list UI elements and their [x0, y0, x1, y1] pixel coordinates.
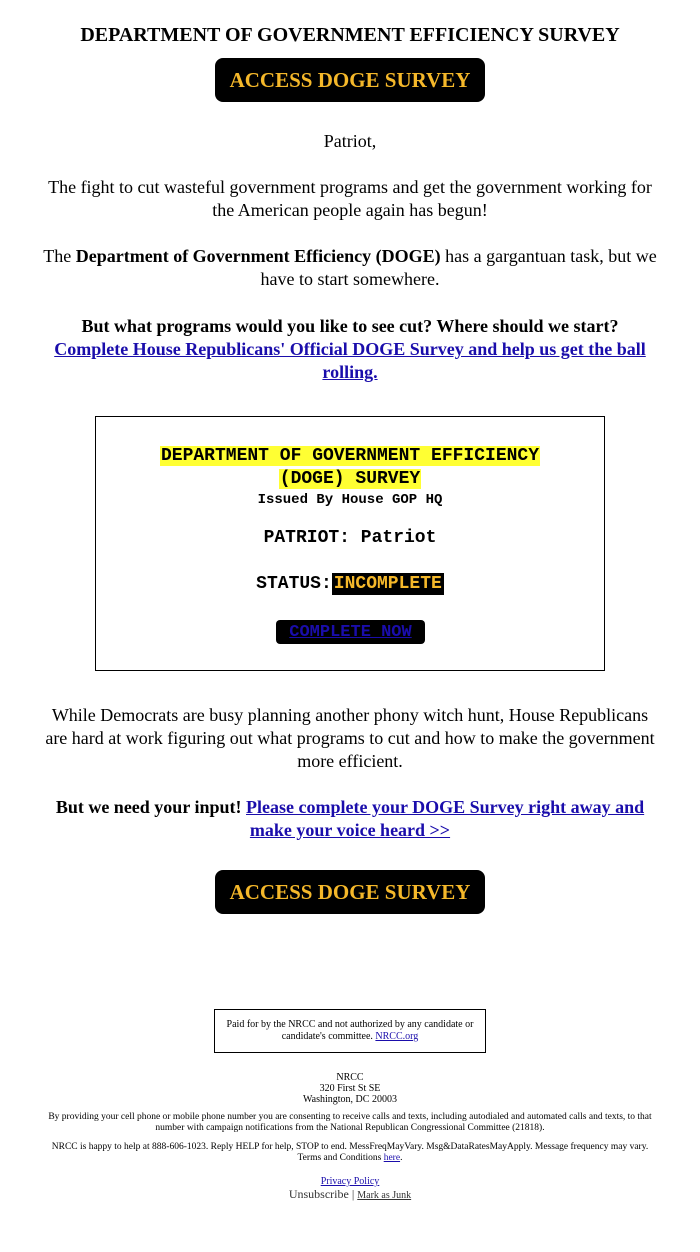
- mark-junk-link[interactable]: Mark as Junk: [357, 1190, 412, 1201]
- intro-paragraph: The fight to cut wasteful government programs and get the government working for the American people again has begun!: [48, 177, 652, 220]
- paid-for-text: Paid for by the NRCC and not authorized by any candidate or candidate's committee.: [226, 1019, 474, 1042]
- question-text: But what programs would you like to see cut? Where should we start?: [81, 316, 619, 336]
- complete-now-button[interactable]: COMPLETE NOW: [276, 620, 425, 644]
- unsubscribe-row: [0, 1187, 700, 1202]
- doge-prefix: The: [43, 246, 76, 266]
- survey-link-1[interactable]: Complete House Republicans' Official DOGE Survey and help us get the ball rolling.: [54, 339, 646, 382]
- privacy-policy-link[interactable]: Privacy Policy: [320, 1176, 380, 1187]
- survey-link-2[interactable]: Please complete your DOGE Survey right away and make your voice heard >>: [246, 797, 645, 840]
- nrcc-link[interactable]: NRCC.org: [375, 1031, 419, 1042]
- unsubscribe-link[interactable]: Unsubscribe: [288, 1187, 349, 1201]
- doge-suffix: has a gargantuan task, but we have to start somewhere.: [260, 246, 657, 289]
- doge-paragraph: [40, 245, 660, 291]
- card-title-line1: DEPARTMENT OF GOVERNMENT EFFICIENCY: [160, 446, 540, 466]
- separator: |: [351, 1187, 355, 1201]
- patriot-label: PATRIOT:: [263, 528, 350, 548]
- status-line: [96, 574, 604, 594]
- address-block: [0, 1072, 700, 1105]
- input-text: But we need your input!: [55, 797, 242, 817]
- question-paragraph: [40, 315, 660, 384]
- help-text: NRCC is happy to help at 888-606-1023. Reply HELP for help, STOP to end. MessFreqMayVary. Msg&DataRatesMayApply. Message frequency may vary. Terms and Conditions here.: [51, 1142, 649, 1163]
- privacy-row: [0, 1176, 700, 1187]
- org-name: NRCC: [336, 1072, 364, 1083]
- help-body: NRCC is happy to help at 888-606-1023. Reply HELP for help, STOP to end. MessFreqMayVary. Msg&DataRatesMayApply. Message frequency may vary. Terms and Conditions: [51, 1142, 649, 1163]
- consent-text: By providing your cell phone or mobile phone number you are consenting to receive calls and texts, including autodialed and automated calls and texts, to that number with campaign notifications from the National Republican Congressional Committee (21818).: [48, 1112, 652, 1133]
- paid-for-disclaimer: [214, 1009, 486, 1053]
- access-survey-button-top[interactable]: ACCESS DOGE SURVEY: [215, 58, 485, 102]
- page-title: DEPARTMENT OF GOVERNMENT EFFICIENCY SURVEY: [80, 24, 620, 46]
- patriot-value: Patriot: [360, 528, 437, 548]
- status-badge: INCOMPLETE: [333, 574, 442, 594]
- terms-link[interactable]: here: [383, 1153, 401, 1163]
- street: 320 First St SE: [319, 1083, 381, 1094]
- card-title-line2: (DOGE) SURVEY: [279, 469, 421, 489]
- status-label: STATUS:: [256, 574, 332, 594]
- card-title: [96, 445, 604, 491]
- patriot-line: [96, 528, 604, 548]
- doge-name: Department of Government Efficiency (DOGE): [75, 246, 441, 266]
- greeting: Patriot,: [323, 131, 377, 151]
- democrats-paragraph: While Democrats are busy planning another phony witch hunt, House Republicans are hard at work figuring out what programs to cut and how to make the government more efficient.: [45, 705, 655, 771]
- access-survey-button-bottom[interactable]: ACCESS DOGE SURVEY: [215, 870, 485, 914]
- city: Washington, DC 20003: [303, 1094, 397, 1105]
- survey-card: [95, 416, 605, 671]
- input-paragraph: [40, 796, 660, 842]
- card-subtitle: Issued By House GOP HQ: [257, 492, 443, 508]
